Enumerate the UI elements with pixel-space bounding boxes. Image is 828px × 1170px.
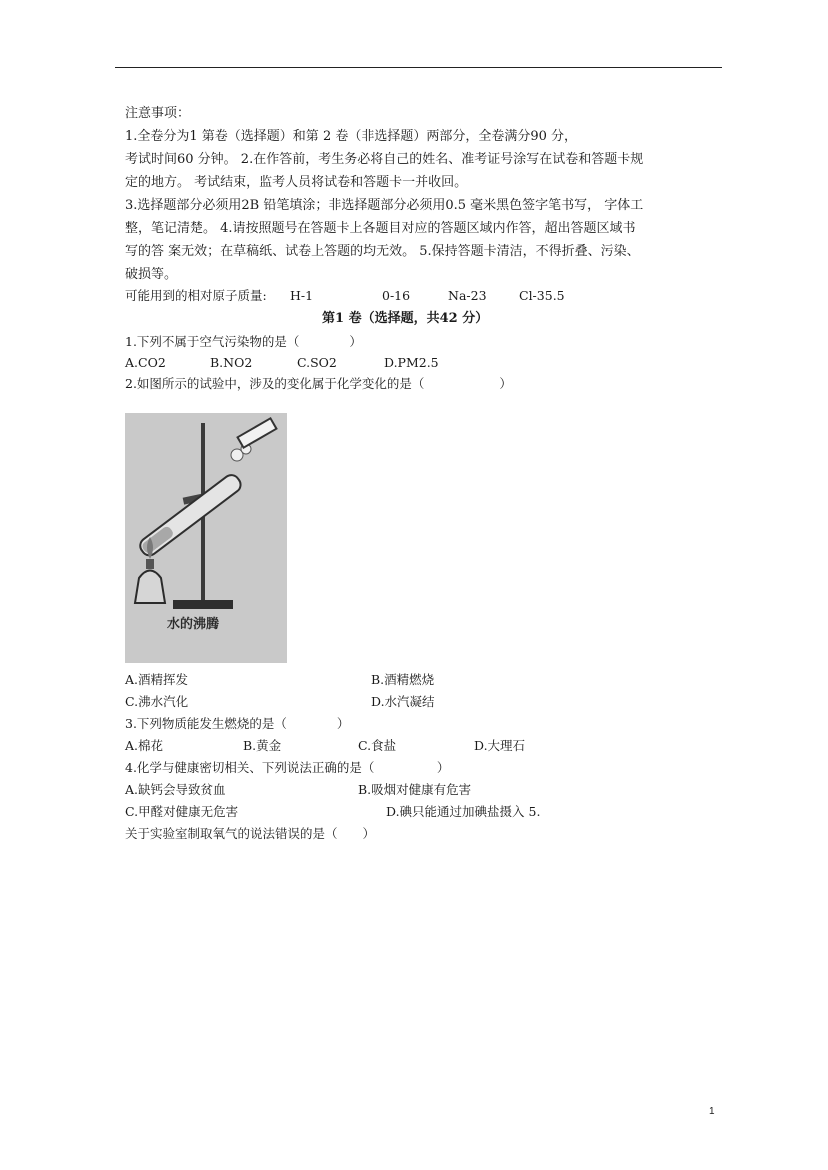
notice-heading: 注意事项：: [125, 106, 191, 121]
notice-line: 写的答 案无效；在草稿纸、试卷上答题的均无效。 5.保持答题卡清洁，不得折叠、污染、: [125, 244, 640, 259]
notice-line: 整，笔记清楚。 4.请按照题号在答题卡上各题目对应的答题区域内作答，超出答题区域书: [125, 221, 636, 236]
question-1-option-a: A.CO2: [125, 355, 166, 370]
figure-caption: 水的沸腾: [167, 617, 220, 632]
question-4-option-a: A.缺钙会导致贫血: [125, 782, 226, 797]
question-4-option-b: B.吸烟对健康有危害: [358, 782, 472, 797]
question-3-option-a: A.棉花: [125, 738, 164, 753]
notice-line: 3.选择题部分必须用2B 铅笔填涂；非选择题部分必须用0.5 毫米黑色签字笔书写， 字体工: [125, 198, 644, 213]
question-3-stem: 3.下列物质能发生燃烧的是（ ）: [125, 716, 350, 731]
notice-line: 考试时间60 分钟。 2.在作答前，考生务必将自己的姓名、准考证号涂写在试卷和答题卡规: [125, 152, 644, 167]
atomic-mass-na: Na-23: [448, 288, 487, 303]
question-4-stem: 4.化学与健康密切相关、下列说法正确的是（ ）: [125, 760, 450, 775]
question-2-stem: 2.如图所示的试验中，涉及的变化属于化学变化的是（ ）: [125, 376, 512, 391]
question-4-option-d: D.碘只能通过加碘盐摄入 5.: [386, 804, 541, 819]
question-5-stem: 关于实验室制取氧气的说法错误的是（ ）: [125, 826, 376, 841]
question-1-option-c: C.SO2: [297, 355, 337, 370]
question-2-option-a: A.酒精挥发: [125, 672, 189, 687]
apparatus-illustration: [125, 413, 287, 663]
page-number: 1: [709, 1106, 715, 1117]
question-4-option-c: C.甲醛对健康无危害: [125, 804, 239, 819]
question-2-option-d: D.水汽凝结: [371, 694, 435, 709]
header-rule: [115, 67, 722, 68]
boiling-water-apparatus-figure: [125, 413, 287, 663]
question-1-option-b: B.NO2: [210, 355, 253, 370]
question-3-option-d: D.大理石: [474, 738, 526, 753]
notice-line: 1.全卷分为1 第卷（选择题）和第 2 卷（非选择题）两部分，全卷满分90 分，: [125, 129, 578, 144]
atomic-mass-cl: Cl-35.5: [519, 288, 565, 303]
question-1-stem: 1.下列不属于空气污染物的是（ ）: [125, 334, 362, 349]
atomic-mass-label: 可能用到的相对原子质量:: [125, 288, 267, 303]
question-3-option-c: C.食盐: [358, 738, 397, 753]
question-3-option-b: B.黄金: [243, 738, 282, 753]
section-title: 第1 卷（选择题，共42 分）: [322, 311, 489, 326]
question-1-option-d: D.PM2.5: [384, 355, 439, 370]
question-2-option-b: B.酒精燃烧: [371, 672, 435, 687]
notice-line: 定的地方。 考试结束，监考人员将试卷和答题卡一并收回。: [125, 175, 468, 190]
notice-line: 破损等。: [125, 267, 178, 282]
question-2-option-c: C.沸水汽化: [125, 694, 189, 709]
atomic-mass-h: H-1: [290, 288, 314, 303]
atomic-mass-o: 0-16: [382, 288, 411, 303]
